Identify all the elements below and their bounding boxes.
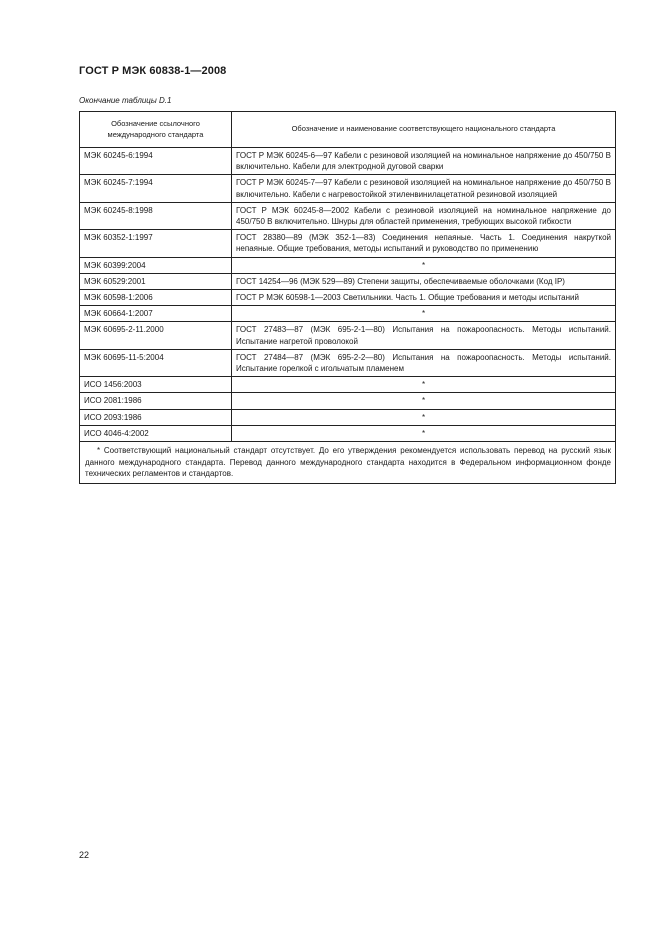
table-row [80, 349, 616, 376]
national-standard: * [232, 393, 616, 409]
table-row [80, 377, 616, 393]
table-row [80, 425, 616, 441]
national-standard: ГОСТ Р МЭК 60245-6—97 Кабели с резиновой изоляцией на номинальное напряжение до 450/750 В включительно. Кабели для электродной дуговой сварки [232, 148, 616, 175]
reference-standard: МЭК 60245-7:1994 [80, 175, 232, 202]
reference-standard: МЭК 60245-6:1994 [80, 148, 232, 175]
reference-standard: ИСО 2093:1986 [80, 409, 232, 425]
reference-standard: ИСО 4046-4:2002 [80, 425, 232, 441]
table-row [80, 322, 616, 349]
page-number: 22 [79, 850, 90, 860]
table-row [80, 175, 616, 202]
table-header-row [80, 112, 616, 148]
national-standard: * [232, 425, 616, 441]
table-row [80, 273, 616, 289]
reference-standard: МЭК 60399:2004 [80, 257, 232, 273]
reference-standard: МЭК 60352-1:1997 [80, 230, 232, 257]
table-row [80, 148, 616, 175]
national-standard: * [232, 306, 616, 322]
table-row [80, 230, 616, 257]
column-header-reference: Обозначение ссылочного международного стандарта [80, 112, 232, 148]
reference-standard: МЭК 60529:2001 [80, 273, 232, 289]
table-row [80, 409, 616, 425]
national-standard: ГОСТ Р МЭК 60245-7—97 Кабели с резиновой изоляцией на номинальное напряжение до 450/750 В включительно. Кабели с нагревостойкой этиленвинилацетатной резиновой изоляцией [232, 175, 616, 202]
table-row [80, 393, 616, 409]
reference-standard: МЭК 60664-1:2007 [80, 306, 232, 322]
table-caption: Окончание таблицы D.1 [79, 96, 172, 105]
table-row [80, 202, 616, 229]
column-header-national: Обозначение и наименование соответствующего национального стандарта [232, 112, 616, 148]
document-title: ГОСТ Р МЭК 60838-1—2008 [79, 65, 227, 77]
national-standard: ГОСТ 14254—96 (МЭК 529—89) Степени защиты, обеспечиваемые оболочками (Код IP) [232, 273, 616, 289]
national-standard: ГОСТ 27484—87 (МЭК 695-2-2—80) Испытания на пожароопасность. Методы испытаний. Испытание горелкой с игольчатым пламенем [232, 349, 616, 376]
national-standard: ГОСТ 27483—87 (МЭК 695-2-1—80) Испытания на пожароопасность. Методы испытаний. Испытание нагретой проволокой [232, 322, 616, 349]
reference-standard: ИСО 1456:2003 [80, 377, 232, 393]
national-standard: ГОСТ Р МЭК 60598-1—2003 Светильники. Часть 1. Общие требования и методы испытаний [232, 290, 616, 306]
reference-standard: МЭК 60695-2-11.2000 [80, 322, 232, 349]
national-standard: ГОСТ 28380—89 (МЭК 352-1—83) Соединения непаяные. Часть 1. Соединения накруткой непаяные. Общие требования, методы испытаний и руководство по применению [232, 230, 616, 257]
standards-table [79, 111, 616, 484]
table-footnote: * Соответствующий национальный стандарт отсутствует. До его утверждения рекомендуется использовать перевод на русский язык данного международного стандарта. Перевод данного международного стандарта находится в Федеральном информационном фонде технических регламентов и стандартов. [80, 442, 616, 484]
table-row [80, 290, 616, 306]
table-row [80, 257, 616, 273]
table-footnote-row [80, 442, 616, 484]
reference-standard: МЭК 60245-8:1998 [80, 202, 232, 229]
national-standard: * [232, 409, 616, 425]
national-standard: * [232, 377, 616, 393]
reference-standard: МЭК 60695-11-5:2004 [80, 349, 232, 376]
reference-standard: ИСО 2081:1986 [80, 393, 232, 409]
table-row [80, 306, 616, 322]
reference-standard: МЭК 60598-1:2006 [80, 290, 232, 306]
national-standard: ГОСТ Р МЭК 60245-8—2002 Кабели с резиновой изоляцией на номинальное напряжение до 450/750 В включительно. Шнуры для областей применения, требующих высокой гибкости [232, 202, 616, 229]
national-standard: * [232, 257, 616, 273]
